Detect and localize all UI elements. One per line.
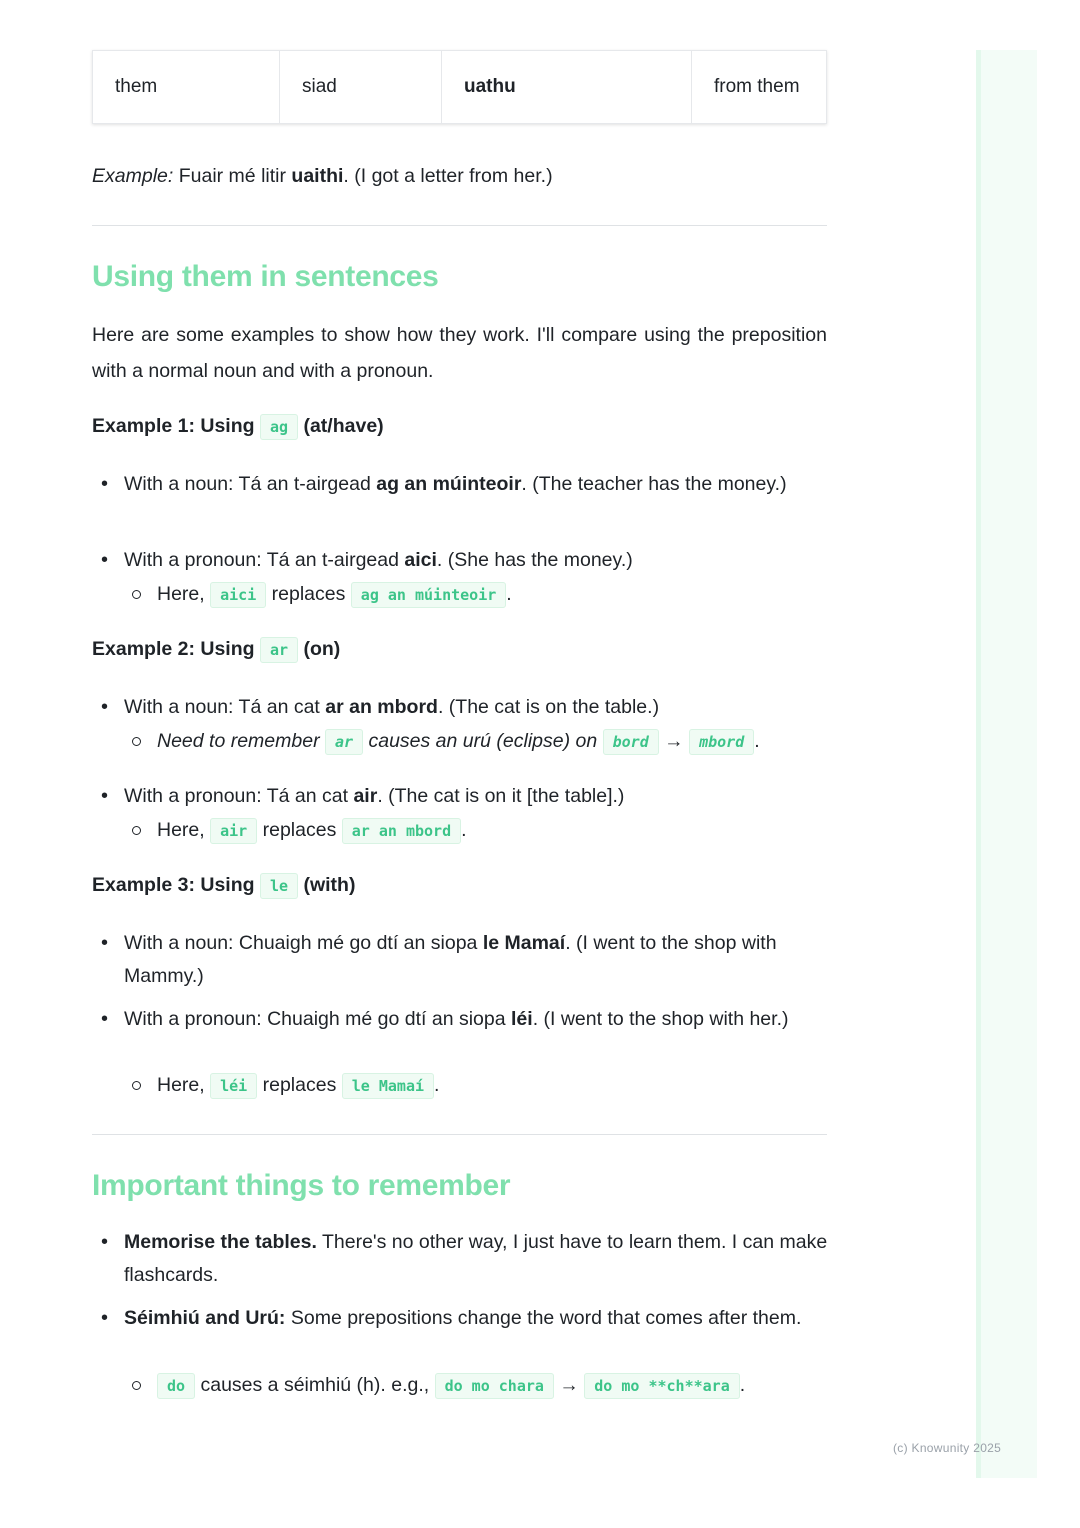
inline-code: ag <box>260 414 298 440</box>
inline-code: le <box>260 873 298 899</box>
sub-list-item: Here, aici replaces ag an múinteoir . <box>157 578 837 612</box>
sub-list-item: do causes a séimhiú (h). e.g., do mo chara → do mo **ch**ara . <box>157 1369 837 1403</box>
list-item: • With a pronoun: Tá an t-airgead aici. (She has the money.) <box>101 549 633 571</box>
inline-code: ar <box>260 637 298 663</box>
list-item: • With a noun: Tá an cat ar an mbord. (The cat is on the table.) <box>101 696 660 718</box>
inline-code: do mo chara <box>435 1373 554 1399</box>
sidebar-strip <box>976 50 1037 1478</box>
divider <box>92 1134 827 1135</box>
pronoun-table <box>92 50 827 124</box>
copyright-footer: (c) Knowunity 2025 <box>893 1441 1002 1455</box>
sub-list-item: Here, air replaces ar an mbord . <box>157 814 837 848</box>
table-cell: from them <box>692 51 827 124</box>
inline-code: bord <box>603 729 659 755</box>
arrow-icon: → <box>664 730 684 752</box>
table-cell: uathu <box>442 51 692 124</box>
sub-list-item: Need to remember ar causes an urú (eclipse) on bord → mbord . <box>157 725 837 759</box>
intro-paragraph: Here are some examples to show how they work. I'll compare using the preposition with a normal noun and with a pronoun. <box>92 324 827 382</box>
inline-code: do mo **ch**ara <box>584 1373 739 1399</box>
inline-code: ag an múinteoir <box>351 582 506 608</box>
list-item: • Séimhiú and Urú: Some prepositions change the word that comes after them. <box>101 1307 802 1329</box>
list-item: • With a pronoun: Tá an cat air. (The cat is on it [the table].) <box>101 785 625 807</box>
list-item: • With a pronoun: Chuaigh mé go dtí an siopa léi. (I went to the shop with her.) <box>101 1008 789 1030</box>
table-cell: siad <box>280 51 442 124</box>
example-line: Example: Fuair mé litir uaithi. (I got a letter from her.) <box>92 165 553 187</box>
example-3-heading: Example 3: Using le (with) <box>92 874 355 897</box>
inline-code: léi <box>210 1073 257 1099</box>
table-row <box>93 51 827 124</box>
list-item: • With a noun: Chuaigh mé go dtí an siopa le Mamaí. (I went to the shop with Mammy.) <box>101 932 777 987</box>
inline-code: ar an mbord <box>342 818 461 844</box>
sub-list-item: Here, léi replaces le Mamaí . <box>157 1069 837 1103</box>
inline-code: ar <box>325 729 363 755</box>
inline-code: aici <box>210 582 266 608</box>
inline-code: mbord <box>689 729 754 755</box>
inline-code: air <box>210 818 257 844</box>
inline-code: do <box>157 1373 195 1399</box>
table-cell: them <box>93 51 280 124</box>
list-item: • Memorise the tables. There's no other way, I just have to learn them. I can make flashcards. <box>101 1231 828 1286</box>
divider <box>92 225 827 226</box>
example-1-heading: Example 1: Using ag (at/have) <box>92 415 384 438</box>
section-heading: Important things to remember <box>92 1169 511 1202</box>
list-item: • With a noun: Tá an t-airgead ag an múinteoir. (The teacher has the money.) <box>101 473 787 495</box>
example-2-heading: Example 2: Using ar (on) <box>92 638 340 661</box>
section-heading: Using them in sentences <box>92 260 439 293</box>
inline-code: le Mamaí <box>342 1073 434 1099</box>
arrow-icon: → <box>559 1374 579 1396</box>
